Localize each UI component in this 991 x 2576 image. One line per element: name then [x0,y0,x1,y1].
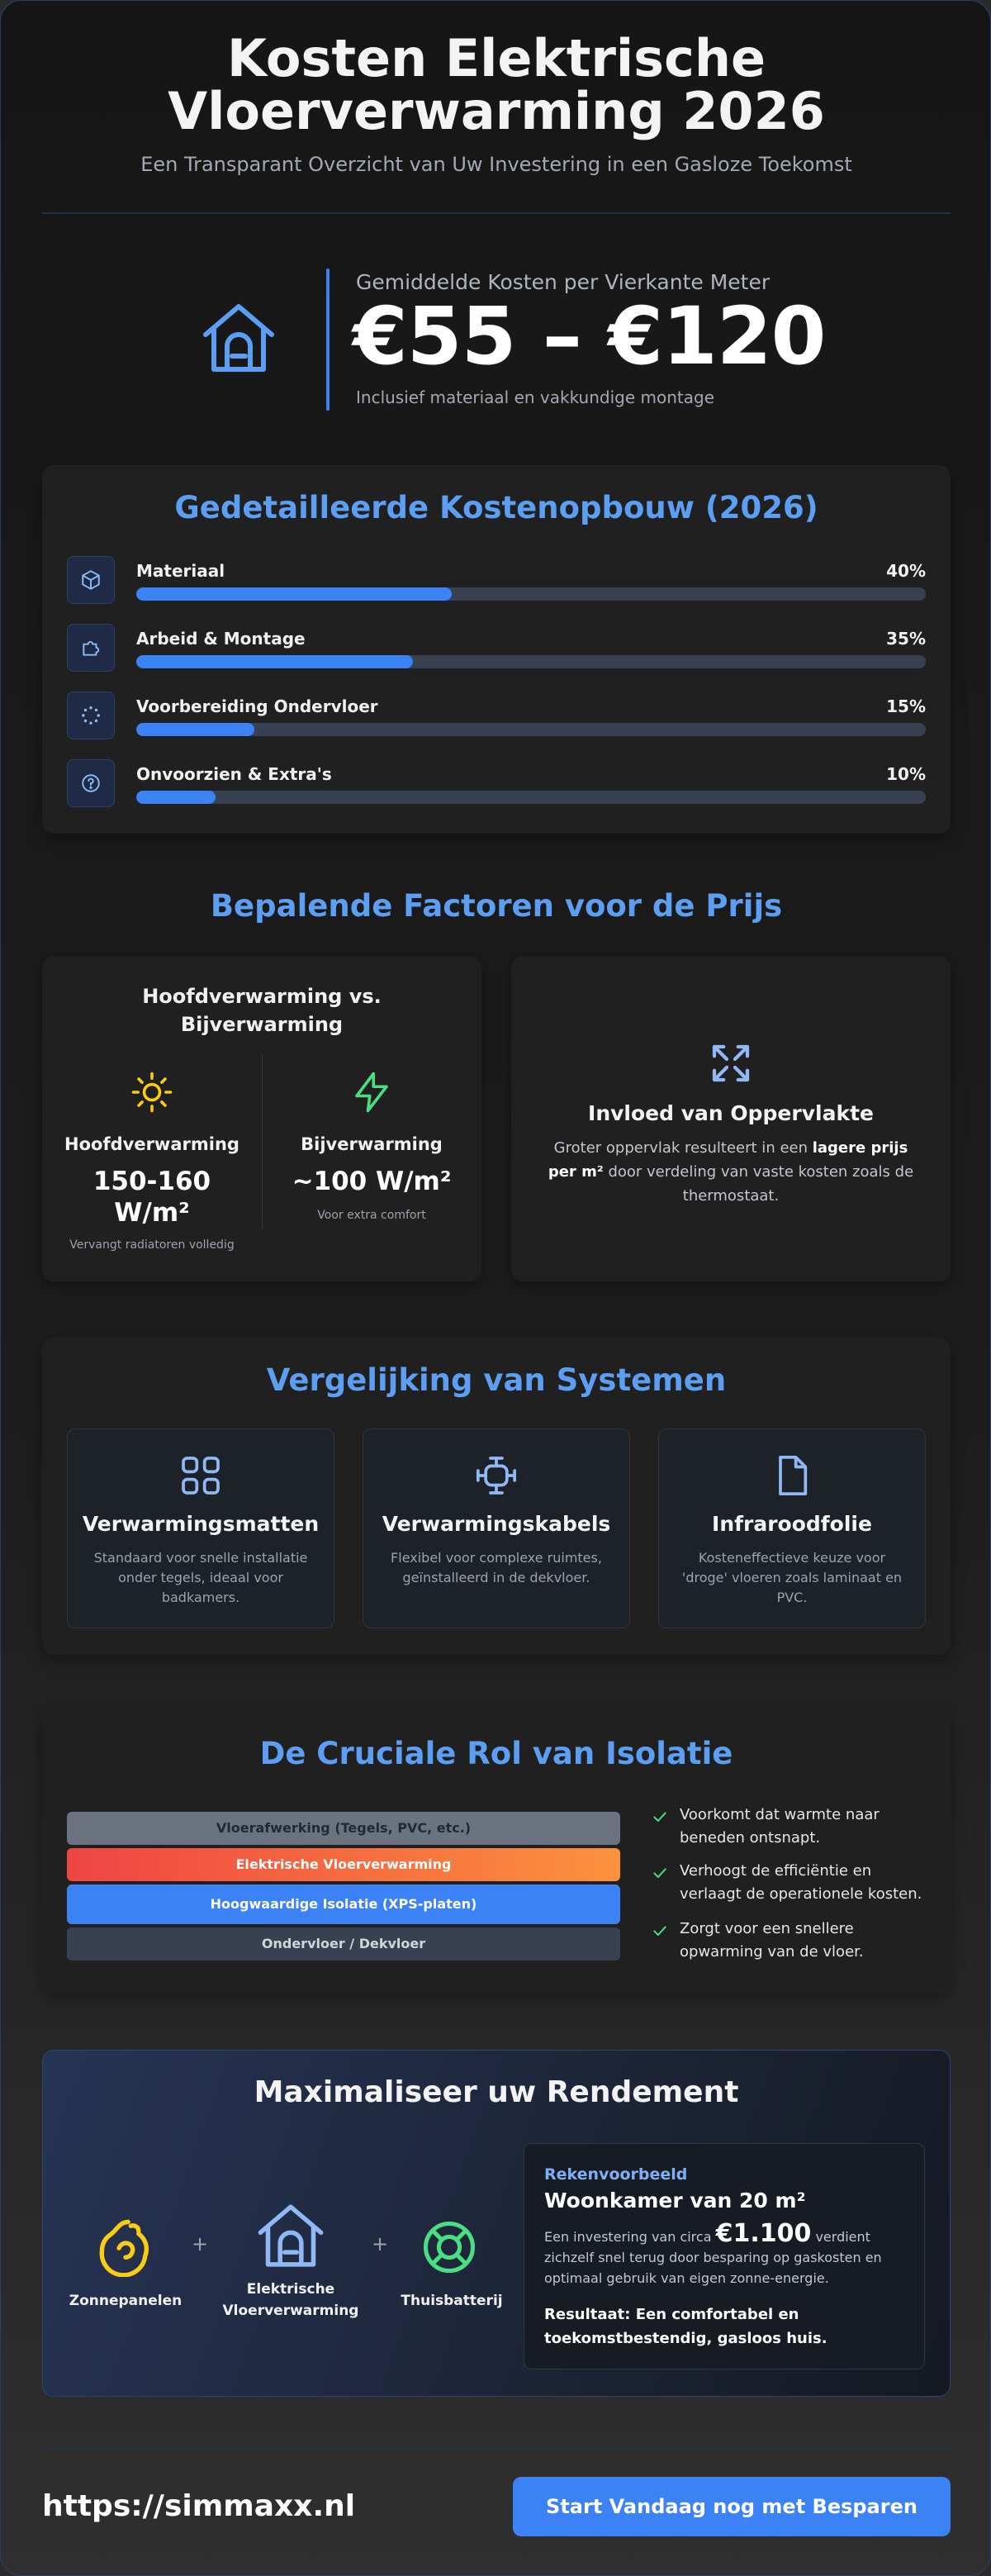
file-icon [769,1452,815,1499]
extra-heating-value: ~100 W/m² [292,1167,452,1196]
cost-progress-fill [136,791,216,804]
house-icon [199,298,278,378]
main-heating-value-line2: W/m² [114,1198,190,1228]
heating-type-title-line2: Bijverwarming [180,1013,344,1036]
cost-percent: 10% [886,764,926,784]
example-heading: Woonkamer van 20 m² [544,2189,806,2212]
cost-progress-fill [136,723,254,736]
insulation-card [42,1711,951,1994]
example-kicker: Rekenvoorbeeld [544,2165,688,2184]
surface-text-bold: lagere prijs per m² [548,1139,908,1181]
surface-title: Invloed van Oppervlakte [588,1101,874,1125]
cta-button[interactable]: Start Vandaag nog met Besparen [513,2477,951,2536]
example-text [544,2219,906,2288]
dotted-circle-icon [67,692,115,739]
heating-type-title-line1: Hoofdverwarming vs. [142,985,382,1008]
cost-progress-track [136,791,926,804]
cost-progress-track [136,723,926,736]
layer-floor-finish: Vloerafwerking (Tegels, PVC, etc.) [67,1812,620,1845]
cost-progress-fill [136,587,452,601]
main-heating-note: Vervangt radiatoren volledig [69,1238,235,1252]
main-heating-column [42,1070,262,1252]
maximize-label-solar: Zonnepanelen [69,2293,183,2309]
maximize-label-line: Vloerverwarming [222,2303,359,2319]
layer-subfloor: Ondervloer / Dekvloer [67,1927,620,1961]
example-result: Resultaat: Een comfortabel en toekomstbestendig, gasloos huis. [544,2306,827,2347]
extra-heating-column [262,1070,481,1222]
maximize-label-line: Elektrische [246,2281,335,2298]
main-heating-value [42,1166,262,1229]
systems-card [42,1338,951,1655]
sun-icon [130,1070,174,1115]
hero-price: €55 – €120 [353,290,826,383]
maximize-card [42,2050,951,2397]
footer-divider [42,2448,951,2450]
cost-row-unforeseen [67,759,926,809]
system-title: Infraroodfolie [712,1512,872,1536]
footer-url[interactable]: https://simmaxx.nl [42,2489,356,2523]
insulation-benefit [652,1918,924,1964]
maximize-label-battery: Thuisbatterij [401,2293,503,2309]
maximize-label-floor-heating [208,2279,373,2322]
system-title: Verwarmingskabels [382,1512,611,1536]
hero-label: Gemiddelde Kosten per Vierkante Meter [356,270,771,294]
solar-icon [94,2214,157,2277]
layer-electric-heating: Elektrische Vloerverwarming [67,1848,620,1881]
puzzle-icon [67,624,115,672]
insulation-benefit [652,1860,924,1906]
page-title-line2: Vloerverwarming 2026 [168,81,825,141]
battery-ring-icon [420,2217,479,2277]
cost-row-labor [67,624,926,673]
house-heating-icon [254,2199,327,2272]
system-desc: Standaard voor snelle installatie onder tegels, ideaal voor badkamers. [93,1550,308,1605]
cost-breakdown-card [42,465,951,834]
check-icon [652,1865,668,1881]
cost-breakdown-title: Gedetailleerde Kostenopbouw (2026) [174,490,818,525]
insulation-benefit [652,1804,924,1850]
cable-icon [473,1452,519,1499]
cost-name: Onvoorzien & Extra's [136,764,332,784]
system-mats [67,1428,334,1628]
plus-sign: + [192,2232,209,2255]
example-text-part: Een investering van circa [544,2229,716,2245]
page-subtitle: Een Transparant Overzicht van Uw Investering in een Gasloze Toekomst [140,153,852,176]
system-desc: Flexibel voor complexe ruimtes, geïnstalleerd in de dekvloer. [391,1550,602,1585]
cost-percent: 15% [886,696,926,716]
main-heating-value-line1: 150-160 [92,1167,211,1196]
maximize-title: Maximaliseer uw Rendement [254,2075,739,2109]
cost-row-preparation [67,692,926,741]
cost-name: Arbeid & Montage [136,629,306,649]
header [1,28,991,176]
box-icon [67,556,115,604]
surface-text-part: Groter oppervlak resulteert in een [553,1139,813,1157]
header-divider [42,212,951,214]
factors-title: Bepalende Factoren voor de Prijs [210,888,783,924]
cost-progress-track [136,587,926,601]
expand-arrows-icon [706,1038,756,1088]
example-amount: €1.100 [715,2219,812,2248]
example-text-part: verdient zichzelf snel terug door besparing op gaskosten en optimaal gebruik van eigen zonne-energie. [544,2229,882,2286]
heating-type-card [42,956,481,1281]
cost-percent: 35% [886,629,926,649]
system-title: Verwarmingsmatten [82,1512,320,1536]
cost-percent: 40% [886,561,926,581]
insulation-benefit-text: Voorkomt dat warmte naar beneden ontsnapt. [680,1806,880,1846]
system-cables [363,1428,630,1628]
insulation-benefit-text: Zorgt voor een snellere opwarming van de vloer. [680,1920,864,1961]
grid-icon [178,1452,224,1499]
cost-progress-track [136,655,926,668]
page-title-line1: Kosten Elektrische [226,28,766,88]
cost-row-material [67,556,926,606]
extra-heating-label: Bijverwarming [301,1134,443,1154]
plus-sign: + [372,2232,389,2255]
main-heating-label: Hoofdverwarming [64,1134,239,1154]
systems-title: Vergelijking van Systemen [266,1362,727,1398]
surface-text [544,1136,918,1208]
calculation-example [524,2143,925,2369]
insulation-title: De Cruciale Rol van Isolatie [259,1736,733,1771]
cost-progress-fill [136,655,413,668]
layer-insulation: Hoogwaardige Isolatie (XPS-platen) [67,1884,620,1924]
insulation-benefit-text: Verhoogt de efficiëntie en verlaagt de operationele kosten. [680,1862,922,1903]
surface-card [511,956,951,1281]
price-hero [1,265,991,414]
question-icon [67,759,115,807]
extra-heating-note: Voor extra comfort [317,1209,426,1222]
hero-accent-bar [326,269,330,411]
cost-name: Voorbereiding Ondervloer [136,696,378,716]
lightning-icon [349,1070,394,1115]
surface-text-part: door verdeling van vaste kosten zoals de thermostaat. [603,1163,914,1205]
system-desc: Kosteneffectieve keuze voor 'droge' vloeren zoals laminaat en PVC. [681,1550,903,1605]
cost-name: Materiaal [136,561,225,581]
check-icon [652,1808,668,1825]
page-title [1,28,991,141]
system-infrared-foil [658,1428,926,1628]
heating-type-title [42,982,481,1038]
hero-note: Inclusief materiaal en vakkundige montage [356,387,715,407]
check-icon [652,1922,668,1939]
